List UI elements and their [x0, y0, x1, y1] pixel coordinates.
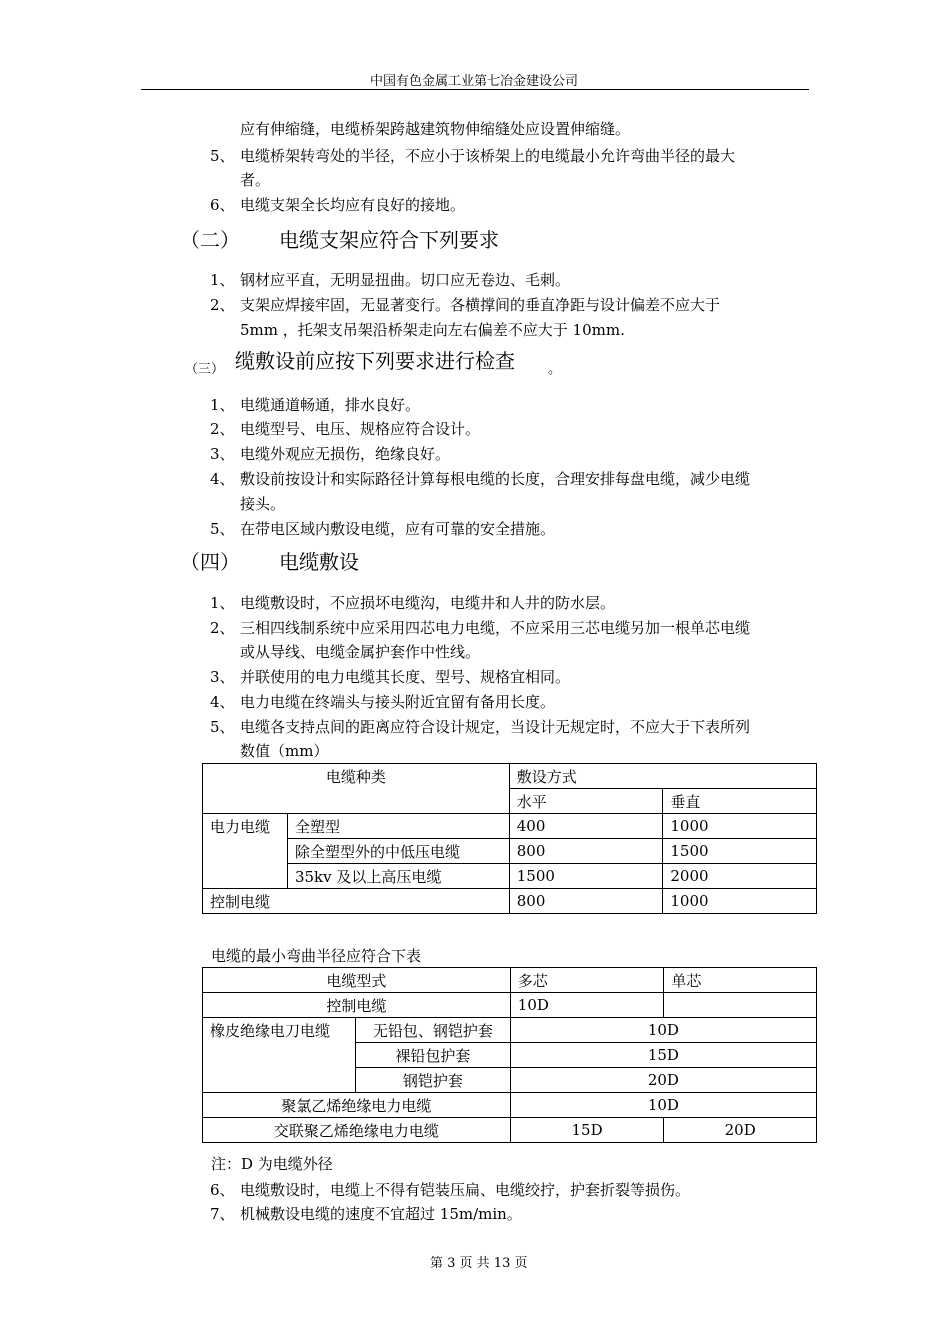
table-cell: 控制电缆 — [203, 889, 510, 914]
table-cell: 裸铅包护套 — [355, 1043, 510, 1068]
item-text: 数值（mm） — [240, 742, 329, 760]
header-single-core: 单芯 — [664, 968, 817, 993]
section-marker: （二） — [180, 228, 240, 252]
table-cell: 无铅包、钢铠护套 — [355, 1018, 510, 1043]
table-cell: 全塑型 — [287, 814, 509, 839]
item-text: 电缆桥架转弯处的半径，不应小于该桥架上的电缆最小允许弯曲半径的最大 — [240, 147, 736, 165]
item-number: 2、 — [210, 296, 235, 314]
section-title-trail: 。 — [548, 362, 562, 377]
item-text: 并联使用的电力电缆其长度、型号、规格宜相同。 — [240, 668, 571, 686]
table-cell: 1500 — [509, 864, 663, 889]
table-cell: 交联聚乙烯绝缘电力电缆 — [203, 1118, 511, 1143]
item-text: 电缆敷设时，电缆上不得有铠装压扁、电缆绞拧，护套折裂等损伤。 — [240, 1181, 691, 1199]
table-cell — [664, 993, 817, 1018]
support-spacing-table — [202, 763, 817, 914]
item-number: 2、 — [210, 619, 235, 637]
table-cell: 800 — [509, 889, 663, 914]
header-cable-form: 电缆型式 — [203, 968, 511, 993]
item-text: 支架应焊接牢固，无显著变行。各横撑间的垂直净距与设计偏差不应大于 — [240, 296, 721, 314]
table-cell: 20D — [510, 1068, 816, 1093]
item-number: 1、 — [210, 396, 235, 414]
page-number: 第 3 页 共 13 页 — [430, 1256, 528, 1271]
item-text: 电缆各支持点间的距离应符合设计规定，当设计无规定时，不应大于下表所列 — [240, 718, 751, 736]
item-number: 6、 — [210, 1181, 235, 1199]
item-text: 电缆支架全长均应有良好的接地。 — [240, 196, 466, 214]
item-number: 5、 — [210, 147, 235, 165]
table-caption: 电缆的最小弯曲半径应符合下表 — [211, 947, 422, 965]
item-text: 者。 — [240, 171, 271, 189]
item-text: 机械敷设电缆的速度不宜超过 15m/min。 — [240, 1205, 522, 1223]
header-multi-core: 多芯 — [510, 968, 664, 993]
section-marker: （四） — [180, 550, 240, 574]
table-cell: 除全塑型外的中低压电缆 — [287, 839, 509, 864]
item-text: 电力电缆在终端头与接头附近宜留有备用长度。 — [240, 693, 556, 711]
item-number: 5、 — [210, 718, 235, 736]
page-header: 中国有色金属工业第七冶金建设公司 — [370, 74, 579, 89]
table-cell: 10D — [510, 1018, 816, 1043]
item-text: 在带电区域内敷设电缆，应有可靠的安全措施。 — [240, 520, 556, 538]
table-cell: 钢铠护套 — [355, 1068, 510, 1093]
item-number: 1、 — [210, 594, 235, 612]
item-number: 1、 — [210, 271, 235, 289]
section-title: 缆敷设前应按下列要求进行检查 — [235, 349, 515, 373]
table-cell: 控制电缆 — [203, 993, 511, 1018]
power-cable-group: 电力电缆 — [203, 814, 288, 889]
item-text: 或从导线、电缆金属护套作中性线。 — [240, 643, 481, 661]
table-cell: 聚氯乙烯绝缘电力电缆 — [203, 1093, 511, 1118]
table-cell: 1500 — [663, 839, 817, 864]
item-number: 6、 — [210, 196, 235, 214]
table-cell: 400 — [509, 814, 663, 839]
item-text: 三相四线制系统中应采用四芯电力电缆，不应采用三芯电缆另加一根单芯电缆 — [240, 619, 751, 637]
section-marker: （三） — [185, 362, 225, 377]
item-number: 5、 — [210, 520, 235, 538]
table-cell: 15D — [510, 1118, 664, 1143]
header-vertical: 垂直 — [663, 789, 817, 814]
table-cell: 1000 — [663, 814, 817, 839]
item-text: 电缆外观应无损伤，绝缘良好。 — [240, 445, 451, 463]
item-text: 电缆型号、电压、规格应符合设计。 — [240, 420, 481, 438]
item-number: 3、 — [210, 445, 235, 463]
table-cell: 10D — [510, 1093, 816, 1118]
item-text: 敷设前按设计和实际路径计算每根电缆的长度，合理安排每盘电缆，减少电缆 — [240, 470, 751, 488]
header-laying-method: 敷设方式 — [509, 764, 816, 789]
item-text: 电缆通道畅通，排水良好。 — [240, 396, 421, 414]
item-text: 电缆敷设时，不应损坏电缆沟，电缆井和人井的防水层。 — [240, 594, 616, 612]
section-title: 电缆支架应符合下列要求 — [279, 228, 499, 252]
table-note: 注：D 为电缆外径 — [211, 1155, 333, 1173]
header-rule — [141, 89, 809, 90]
item-number: 4、 — [210, 693, 235, 711]
table-cell: 20D — [664, 1118, 817, 1143]
item-number: 7、 — [210, 1205, 235, 1223]
item-number: 2、 — [210, 420, 235, 438]
item-number: 4、 — [210, 470, 235, 488]
table-cell: 1000 — [663, 889, 817, 914]
section-title: 电缆敷设 — [279, 550, 359, 574]
item-text: 钢材应平直，无明显扭曲。切口应无卷边、毛刺。 — [240, 271, 571, 289]
table-cell: 15D — [510, 1043, 816, 1068]
table-cell: 35kv 及以上高压电缆 — [287, 864, 509, 889]
bending-radius-table — [202, 967, 817, 1143]
header-cable-type: 电缆种类 — [203, 764, 510, 814]
table-cell: 800 — [509, 839, 663, 864]
rubber-cable-group: 橡皮绝缘电刀电缆 — [203, 1018, 356, 1093]
table-cell: 10D — [510, 993, 664, 1018]
item-number: 3、 — [210, 668, 235, 686]
item-text: 5mm ，托架支吊架沿桥架走向左右偏差不应大于 10mm. — [240, 321, 625, 339]
header-horizontal: 水平 — [509, 789, 663, 814]
intro-continuation: 应有伸缩缝，电缆桥架跨越建筑物伸缩缝处应设置伸缩缝。 — [240, 120, 631, 138]
item-text: 接头。 — [240, 495, 286, 513]
table-cell: 2000 — [663, 864, 817, 889]
